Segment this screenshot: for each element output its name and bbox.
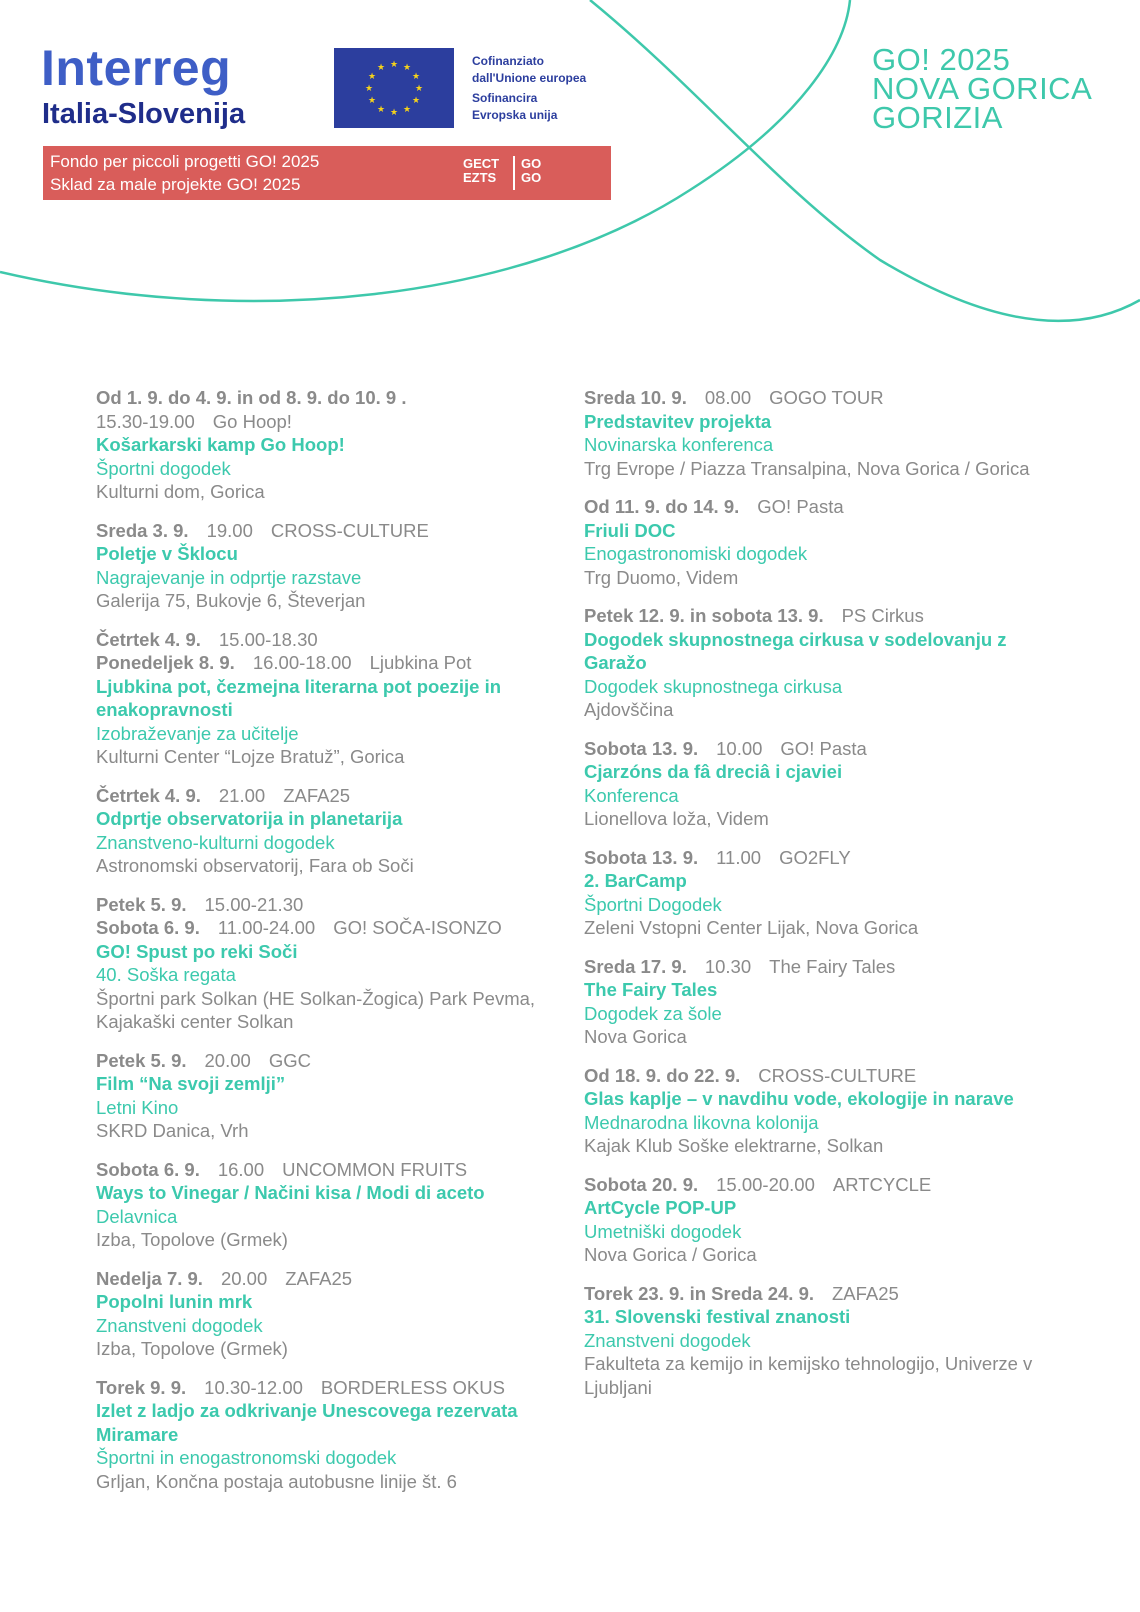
event-location: Trg Duomo, Videm <box>584 566 739 588</box>
svg-text:★: ★ <box>389 60 399 70</box>
event-category: Umetniški dogodek <box>584 1220 742 1242</box>
event-date: Petek 5. 9. <box>96 1049 187 1071</box>
event-time: 08.00 <box>704 387 752 408</box>
event-date-line <box>96 628 564 652</box>
event-date-line <box>584 495 1054 519</box>
event-item <box>96 1049 564 1143</box>
event-time: 15.30-19.00 <box>96 410 195 432</box>
event-title: 2. BarCamp <box>584 870 687 891</box>
svg-text:★: ★ <box>364 84 374 94</box>
event-project: The Fairy Tales <box>769 955 896 977</box>
event-date: Od 1. 9. do 4. 9. in od 8. 9. do 10. 9 . <box>96 387 407 408</box>
event-category: Mednarodna likovna kolonija <box>584 1111 819 1133</box>
event-item <box>96 893 564 1034</box>
event-project: UNCOMMON FRUITS <box>282 1158 468 1180</box>
event-project: CROSS-CULTURE <box>270 519 429 541</box>
event-item <box>96 784 564 878</box>
event-project: CROSS-CULTURE <box>758 1064 917 1086</box>
event-time: 10.00 <box>716 737 763 759</box>
event-time: 11.00 <box>716 846 762 868</box>
event-date-line <box>96 1049 564 1073</box>
event-time: 19.00 <box>206 519 253 541</box>
event-date: Sreda 10. 9. <box>584 387 687 408</box>
event-date-line <box>584 955 1054 979</box>
event-time: 15.00-21.30 <box>204 893 304 915</box>
event-project: GO! Pasta <box>780 737 867 759</box>
event-location: Grljan, Končna postaja autobusne linije št. 6 <box>96 1470 457 1492</box>
event-title: Ljubkina pot, čezmejna literarna pot poezije in enakopravnosti <box>96 675 502 720</box>
event-category: Znanstveno-kulturni dogodek <box>96 831 335 853</box>
event-location: Fakulteta za kemijo in kemijsko tehnologijo, Univerze v Ljubljani <box>584 1353 1033 1398</box>
event-date: Nedelja 7. 9. <box>96 1267 203 1289</box>
event-title: Predstavitev projekta <box>584 410 772 432</box>
event-date: Četrtek 4. 9. <box>96 628 201 650</box>
svg-text:★: ★ <box>367 72 377 82</box>
event-date: Sobota 13. 9. <box>584 737 699 759</box>
event-project: GO2FLY <box>779 846 851 868</box>
event-title: GO! Spust po reki Soči <box>96 940 298 962</box>
event-location: Lionellova loža, Videm <box>584 808 769 829</box>
event-title: Košarkarski kamp Go Hoop! <box>96 434 345 455</box>
event-title: The Fairy Tales <box>584 979 718 1000</box>
event-project: Ljubkina Pot <box>369 652 472 673</box>
event-category: Letni Kino <box>96 1096 179 1118</box>
event-time: 20.00 <box>204 1049 251 1071</box>
event-date-line <box>96 651 564 675</box>
event-date: Sreda 3. 9. <box>96 519 189 541</box>
event-date-line <box>584 737 1054 761</box>
go2025-logo: GO! 2025 NOVA GORICA GORIZIA <box>872 42 1093 135</box>
event-title: Popolni lunin mrk <box>96 1291 253 1312</box>
event-location: Kajak Klub Soške elektrarne, Solkan <box>584 1135 884 1156</box>
event-time: 16.00 <box>217 1158 265 1180</box>
interreg-title: Interreg <box>41 40 232 96</box>
eu-cofinancing-text: Cofinanziato dall'Unione europea Sofinancira Evropska unija <box>472 54 587 122</box>
event-date-line <box>584 1173 1054 1197</box>
event-item <box>584 1064 1054 1158</box>
event-title: Glas kaplje – v navdihu vode, ekologije in narave <box>584 1088 1014 1109</box>
event-location: Zeleni Vstopni Center Lijak, Nova Gorica <box>584 917 919 938</box>
event-category: Novinarska konferenca <box>584 434 774 455</box>
event-category: 40. Soška regata <box>96 964 236 985</box>
event-date: Sobota 20. 9. <box>584 1173 699 1195</box>
event-category: Športni Dogodek <box>584 893 722 915</box>
event-title: 31. Slovenski festival znanosti <box>584 1306 851 1327</box>
event-item <box>584 955 1054 1049</box>
event-item <box>584 604 1054 722</box>
event-item <box>96 519 564 613</box>
event-project: PS Cirkus <box>841 605 924 626</box>
event-item <box>584 737 1054 831</box>
event-date: Sobota 13. 9. <box>584 846 699 868</box>
event-project: GO! SOČA-ISONZO <box>333 917 502 938</box>
eu-flag-icon <box>334 48 454 128</box>
event-category: Nagrajevanje in odprtje razstave <box>96 566 362 588</box>
event-date-line <box>584 846 1054 870</box>
event-item <box>96 1267 564 1361</box>
event-title: Poletje v Šklocu <box>96 543 238 564</box>
event-item <box>584 386 1054 480</box>
event-location: Športni park Solkan (HE Solkan-Žogica) Park Pevma, Kajakaški center Solkan <box>96 987 536 1032</box>
event-location: Trg Evrope / Piazza Transalpina, Nova Gorica / Gorica <box>584 457 1030 479</box>
event-category: Enogastronomiski dogodek <box>584 543 808 564</box>
event-date: Ponedeljek 8. 9. <box>96 652 235 673</box>
svg-text:★: ★ <box>411 72 421 82</box>
event-date-line <box>96 519 564 543</box>
event-date: Od 18. 9. do 22. 9. <box>584 1064 741 1086</box>
event-category: Športni in enogastronomski dogodek <box>96 1447 397 1468</box>
gect-go-logo: GO GO <box>521 156 542 185</box>
event-date-line <box>96 916 564 940</box>
event-category: Dogodek skupnostnega cirkusa <box>584 675 843 697</box>
event-category: Delavnica <box>96 1205 178 1227</box>
event-date-line <box>96 1376 564 1400</box>
event-location: Kulturni dom, Gorica <box>96 481 265 502</box>
event-location: Galerija 75, Bukovje 6, Števerjan <box>96 590 366 611</box>
gect-logo: GECT EZTS <box>463 156 500 185</box>
event-time: 15.00-18.30 <box>218 628 318 650</box>
event-project: ARTCYCLE <box>832 1173 932 1195</box>
event-location: Nova Gorica <box>584 1026 687 1047</box>
event-project: GGC <box>268 1049 311 1071</box>
event-date: Od 11. 9. do 14. 9. <box>584 496 740 517</box>
event-date-line <box>584 1064 1054 1088</box>
event-project: ZAFA25 <box>832 1282 899 1304</box>
event-time: 11.00-24.00 <box>217 917 316 938</box>
event-location: Ajdovščina <box>584 699 674 720</box>
events-column-right <box>584 386 1054 1414</box>
event-date: Torek 9. 9. <box>96 1376 187 1398</box>
event-location: Astronomski observatorij, Fara ob Soči <box>96 855 414 876</box>
event-title: Friuli DOC <box>584 519 676 541</box>
event-project: ZAFA25 <box>283 784 351 806</box>
event-category: Konferenca <box>584 784 679 806</box>
event-item <box>584 1173 1054 1267</box>
event-time: 10.30-12.00 <box>204 1376 303 1398</box>
event-location: Izba, Topolove (Grmek) <box>96 1229 288 1250</box>
event-title: ArtCycle POP-UP <box>584 1197 737 1218</box>
event-date-line <box>96 784 564 808</box>
event-date: Četrtek 4. 9. <box>96 784 201 806</box>
event-category: Znanstveni dogodek <box>96 1314 263 1336</box>
svg-text:★: ★ <box>402 63 412 73</box>
event-item <box>96 1158 564 1252</box>
event-item <box>96 386 564 504</box>
event-date: Sobota 6. 9. <box>96 1158 200 1180</box>
event-date-line <box>584 386 1054 410</box>
event-date-line <box>584 1282 1054 1306</box>
event-date-line <box>584 604 1054 628</box>
events-column-left <box>96 386 564 1508</box>
event-title: Cjarzóns da fâ dreciâ i cjaviei <box>584 761 843 782</box>
svg-text:★: ★ <box>376 63 386 73</box>
svg-text:★: ★ <box>411 96 421 106</box>
event-location: Kulturni Center “Lojze Bratuž”, Gorica <box>96 746 405 767</box>
event-project: GOGO TOUR <box>769 387 884 408</box>
gect-separator <box>513 156 515 190</box>
event-time: 16.00-18.00 <box>252 652 352 673</box>
event-date-line <box>96 1267 564 1291</box>
event-item <box>96 1376 564 1494</box>
event-category: Športni dogodek <box>96 457 231 479</box>
event-time: 10.30 <box>704 955 752 977</box>
interreg-subtitle: Italia-Slovenija <box>42 98 246 130</box>
event-item <box>584 846 1054 940</box>
event-location: Nova Gorica / Gorica <box>584 1244 757 1265</box>
event-title: Ways to Vinegar / Načini kisa / Modi di aceto <box>96 1182 485 1203</box>
event-date-line <box>96 386 564 410</box>
event-date: Torek 23. 9. in Sreda 24. 9. <box>584 1282 814 1304</box>
event-time: 20.00 <box>220 1267 268 1289</box>
event-project: GO! Pasta <box>757 496 844 517</box>
event-title: Dogodek skupnostnega cirkusa v sodelovanju z Garažo <box>584 628 1007 673</box>
event-date-line <box>96 1158 564 1182</box>
event-item <box>584 1282 1054 1400</box>
svg-text:★: ★ <box>414 84 424 94</box>
event-date: Petek 5. 9. <box>96 893 187 915</box>
svg-text:★: ★ <box>367 96 377 106</box>
event-date: Petek 12. 9. in sobota 13. 9. <box>584 605 824 626</box>
small-projects-fund-bar: Fondo per piccoli progetti GO! 2025 Sklad za male projekte GO! 2025 GECT EZTS GO GO <box>43 146 611 200</box>
event-item <box>96 628 564 769</box>
event-location: Izba, Topolove (Grmek) <box>96 1338 288 1359</box>
event-title: Izlet z ladjo za odkrivanje Unescovega rezervata Miramare <box>96 1400 518 1445</box>
event-date-line <box>96 893 564 917</box>
event-project: BORDERLESS OKUS <box>320 1376 505 1398</box>
event-date-line <box>96 410 564 434</box>
event-title: Odprtje observatorija in planetarija <box>96 808 403 829</box>
event-item <box>584 495 1054 589</box>
event-category: Dogodek za šole <box>584 1002 722 1024</box>
event-time: 21.00 <box>218 784 266 806</box>
event-title: Film “Na svoji zemlji” <box>96 1073 286 1094</box>
event-location: SKRD Danica, Vrh <box>96 1120 249 1141</box>
event-time: 15.00-20.00 <box>716 1173 815 1195</box>
svg-text:★: ★ <box>376 105 386 115</box>
event-date: Sreda 17. 9. <box>584 955 687 977</box>
event-project: Go Hoop! <box>212 410 292 432</box>
event-category: Znanstveni dogodek <box>584 1329 751 1351</box>
svg-text:★: ★ <box>389 108 399 118</box>
svg-text:★: ★ <box>402 105 412 115</box>
event-project: ZAFA25 <box>285 1267 353 1289</box>
event-date: Sobota 6. 9. <box>96 917 200 938</box>
event-category: Izobraževanje za učitelje <box>96 722 299 744</box>
